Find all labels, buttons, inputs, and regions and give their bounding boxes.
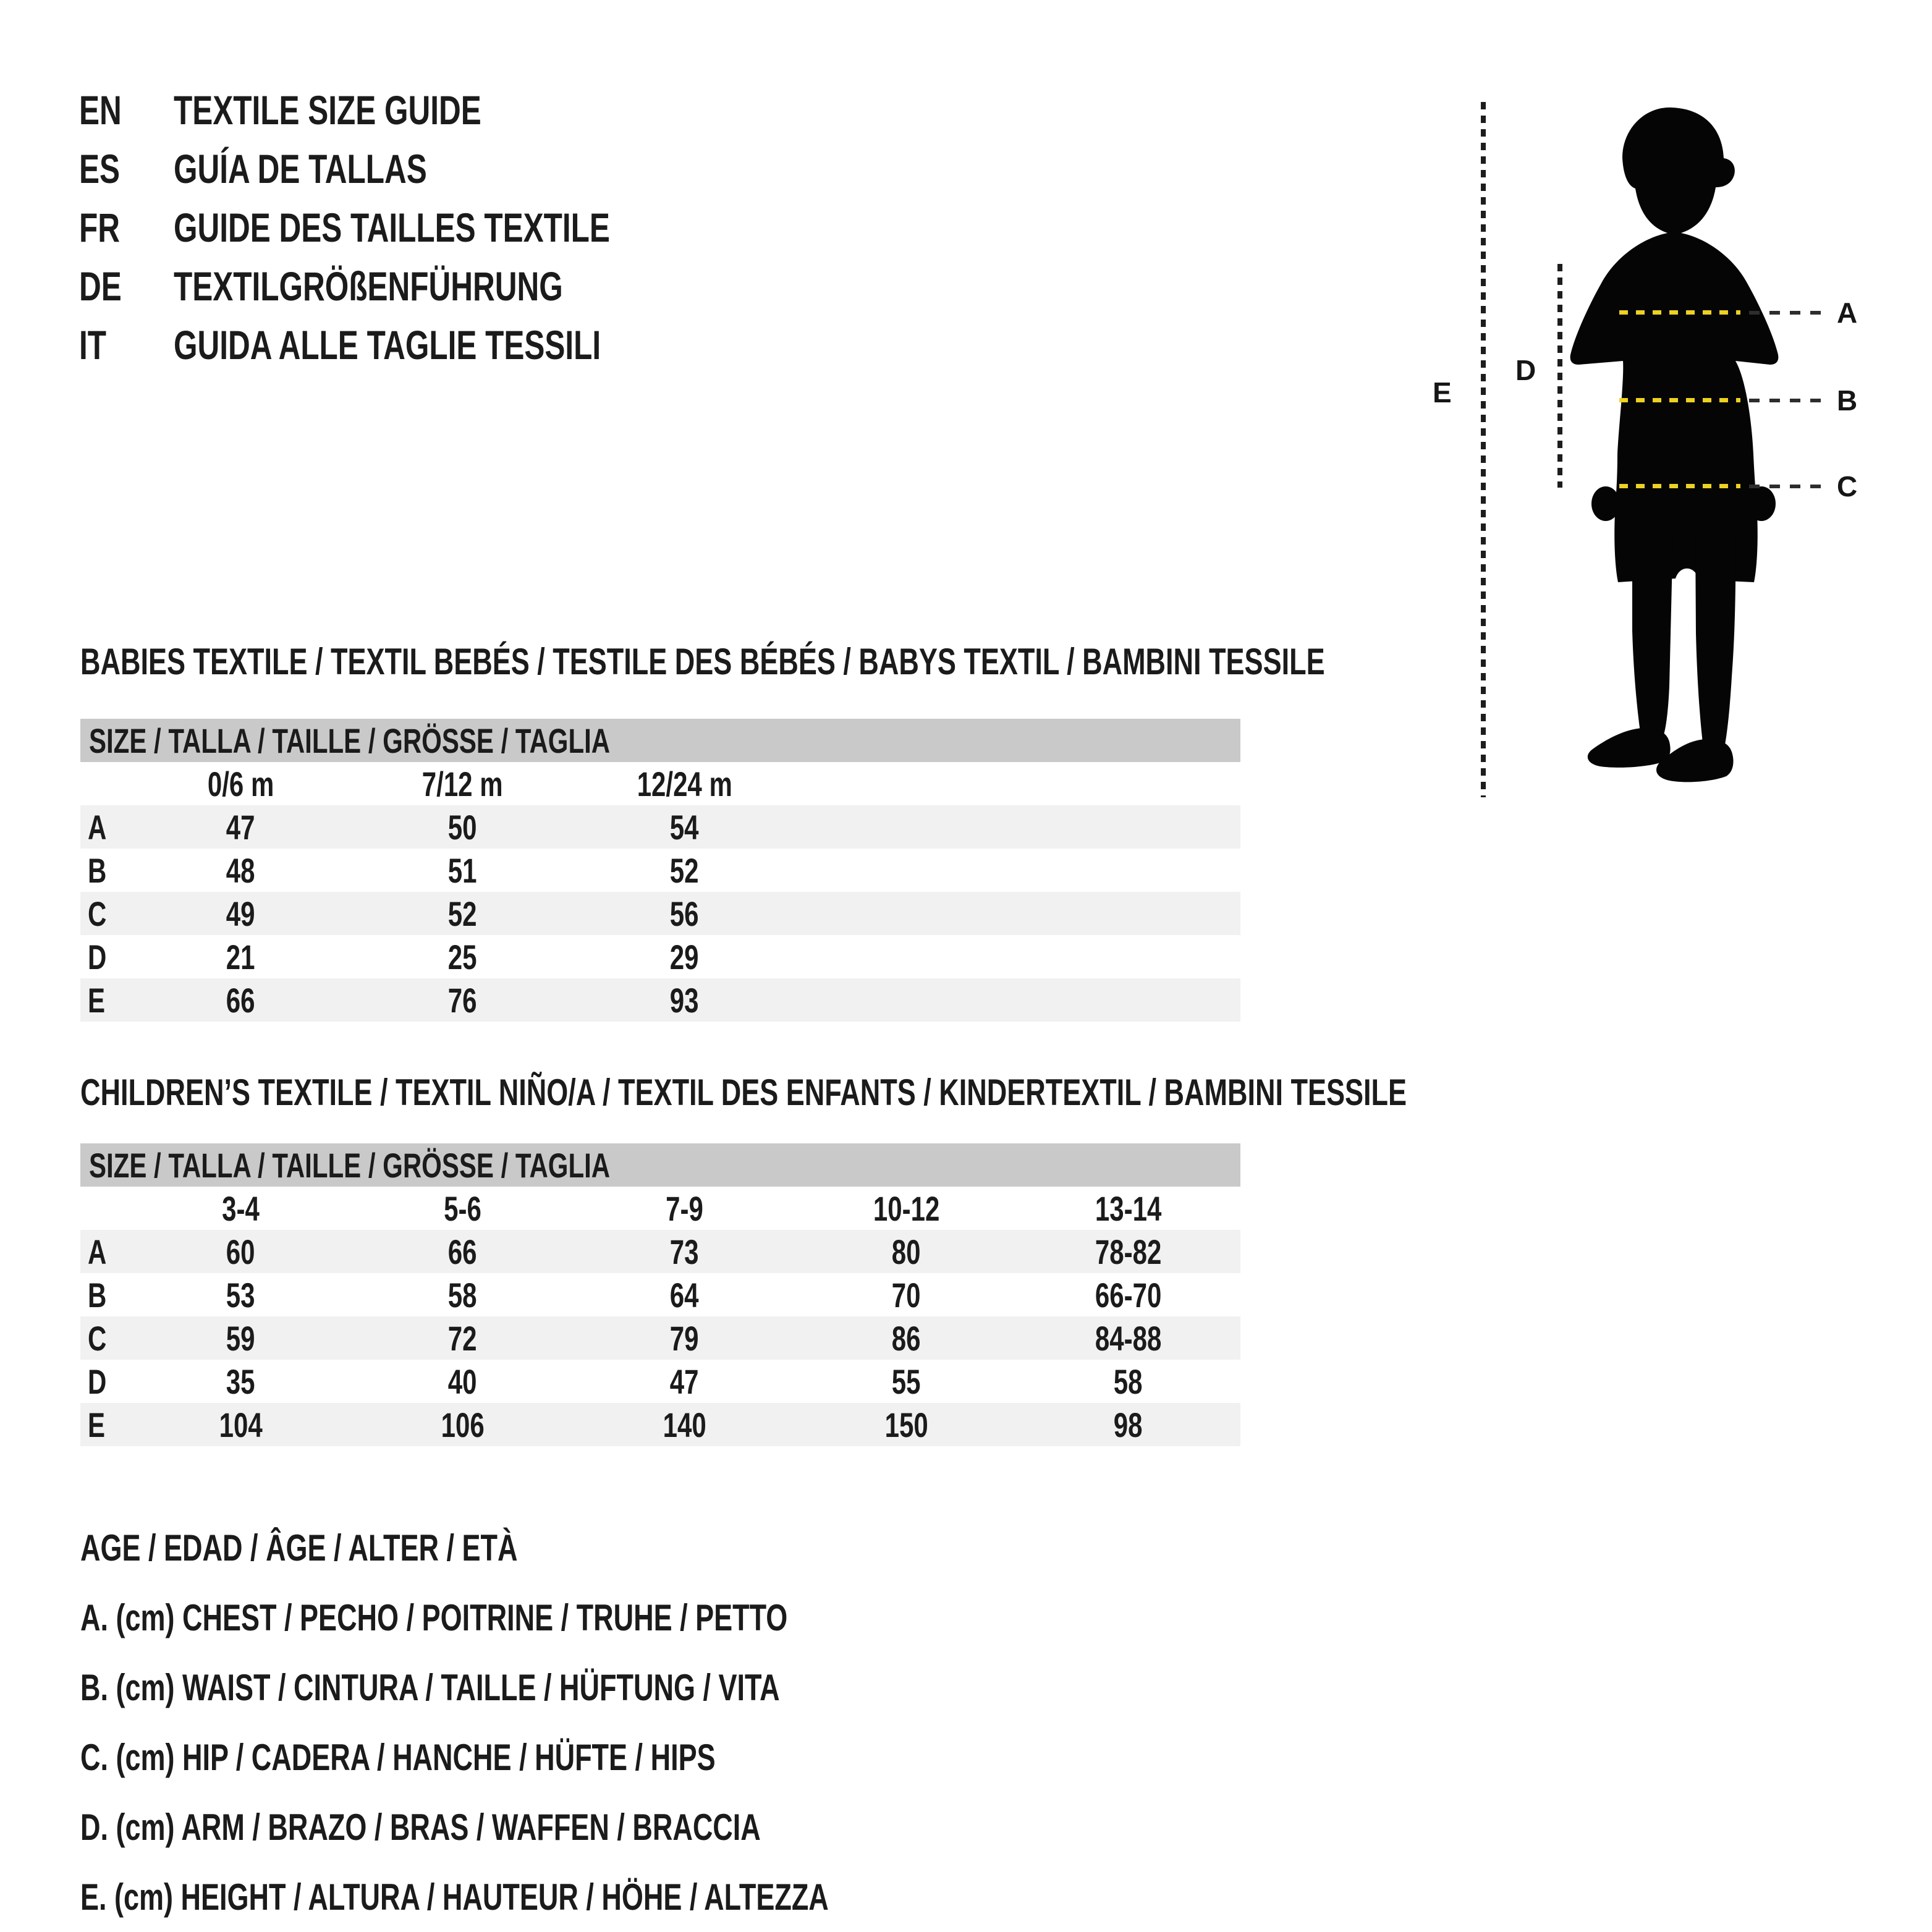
table-cell: 51 bbox=[448, 850, 477, 890]
age-column: 3-4 bbox=[222, 1188, 260, 1228]
silhouette-right-leg bbox=[1695, 532, 1735, 748]
silhouette-left-leg bbox=[1632, 532, 1673, 737]
table-cell: 48 bbox=[226, 850, 255, 890]
table-cell: 98 bbox=[1114, 1405, 1143, 1444]
chest-measure-dash-yellow bbox=[1619, 310, 1740, 315]
table-cell: 64 bbox=[670, 1275, 699, 1315]
table-cell: 50 bbox=[448, 807, 477, 847]
hip-measure-dash-dark bbox=[1749, 485, 1826, 488]
table-cell: 66 bbox=[226, 980, 255, 1020]
arm-measure-line-d bbox=[1557, 264, 1562, 488]
table-row-d bbox=[80, 1360, 1240, 1403]
lang-row-es bbox=[79, 139, 755, 198]
measurement-legend bbox=[80, 1513, 1078, 1932]
table-row-e bbox=[80, 1403, 1240, 1446]
table-cell: 40 bbox=[448, 1362, 477, 1401]
table-cell: 53 bbox=[226, 1275, 255, 1315]
lang-title: GUÍA DE TALLAS bbox=[174, 145, 427, 192]
table-row-a bbox=[80, 1230, 1240, 1273]
babies-section-title: BABIES TEXTILE / TEXTIL BEBÉS / TESTILE DES BÉBÉS / BABYS TEXTIL / BAMBINI TESSILE bbox=[80, 641, 1325, 682]
lang-title: GUIDE DES TAILLES TEXTILE bbox=[174, 204, 610, 250]
size-header-bar: SIZE / TALLA / TAILLE / GRÖSSE / TAGLIA bbox=[80, 719, 1240, 762]
table-cell: 70 bbox=[892, 1275, 921, 1315]
legend-hip: C. (cm) HIP / CADERA / HANCHE / HÜFTE / HIPS bbox=[80, 1737, 716, 1778]
legend-height: E. (cm) HEIGHT / ALTURA / HAUTEUR / HÖHE / ALTEZZA bbox=[80, 1876, 829, 1918]
table-cell: 35 bbox=[226, 1362, 255, 1401]
lang-title: TEXTILE SIZE GUIDE bbox=[174, 87, 481, 133]
legend-chest: A. (cm) CHEST / PECHO / POITRINE / TRUHE / PETTO bbox=[80, 1597, 788, 1638]
legend-age: AGE / EDAD / ÂGE / ALTER / ETÀ bbox=[80, 1527, 518, 1569]
table-cell: 66-70 bbox=[1095, 1275, 1162, 1315]
lang-title: GUIDA ALLE TAGLIE TESSILI bbox=[174, 321, 601, 368]
table-row-c bbox=[80, 1316, 1240, 1360]
table-cell: 104 bbox=[219, 1405, 263, 1444]
row-label: A bbox=[88, 807, 107, 847]
row-label: C bbox=[88, 894, 107, 933]
table-row-d bbox=[80, 935, 1240, 978]
table-cell: 58 bbox=[1114, 1362, 1143, 1401]
silhouette-left-shoe bbox=[1588, 728, 1671, 768]
silhouette-right-hand bbox=[1747, 486, 1776, 521]
table-cell: 80 bbox=[892, 1232, 921, 1271]
table-row-b bbox=[80, 849, 1240, 892]
measure-label-d: D bbox=[1515, 354, 1536, 386]
measure-label-c: C bbox=[1837, 470, 1858, 502]
chest-measure-dash-dark bbox=[1749, 311, 1826, 315]
row-label: A bbox=[88, 1232, 107, 1271]
table-cell: 25 bbox=[448, 937, 477, 977]
row-label: E bbox=[88, 1405, 106, 1444]
age-column: 13-14 bbox=[1095, 1188, 1162, 1228]
table-cell: 106 bbox=[441, 1405, 485, 1444]
table-cell: 60 bbox=[226, 1232, 255, 1271]
table-cell: 76 bbox=[448, 980, 477, 1020]
table-cell: 52 bbox=[670, 850, 699, 890]
measure-label-e: E bbox=[1433, 376, 1452, 409]
age-column: 12/24 m bbox=[637, 764, 732, 803]
age-column: 10-12 bbox=[873, 1188, 940, 1228]
row-label: E bbox=[88, 980, 106, 1020]
table-row-b bbox=[80, 1273, 1240, 1316]
row-label: B bbox=[88, 850, 107, 890]
lang-code: DE bbox=[79, 263, 122, 309]
table-cell: 66 bbox=[448, 1232, 477, 1271]
children-section-title: CHILDREN’S TEXTILE / TEXTIL NIÑO/A / TEXTIL DES ENFANTS / KINDERTEXTIL / BAMBINI TESSILE bbox=[80, 1072, 1407, 1113]
table-cell: 79 bbox=[670, 1318, 699, 1358]
children-size-table bbox=[80, 1143, 1240, 1446]
table-cell: 54 bbox=[670, 807, 699, 847]
lang-title: TEXTILGRÖßENFÜHRUNG bbox=[174, 263, 563, 309]
table-row-c bbox=[80, 892, 1240, 935]
table-cell: 93 bbox=[670, 980, 699, 1020]
row-label: D bbox=[88, 937, 107, 977]
table-cell: 84-88 bbox=[1095, 1318, 1162, 1358]
silhouette-left-hand bbox=[1591, 486, 1620, 521]
legend-waist: B. (cm) WAIST / CINTURA / TAILLE / HÜFTUNG / VITA bbox=[80, 1667, 780, 1708]
lang-code: FR bbox=[79, 204, 120, 250]
row-label: C bbox=[88, 1318, 107, 1358]
table-cell: 78-82 bbox=[1095, 1232, 1162, 1271]
age-column: 0/6 m bbox=[207, 764, 274, 803]
age-columns-row bbox=[80, 1187, 1240, 1230]
measure-label-a: A bbox=[1837, 297, 1858, 329]
child-silhouette-graphic bbox=[1548, 105, 1805, 791]
table-cell: 55 bbox=[892, 1362, 921, 1401]
legend-arm: D. (cm) ARM / BRAZO / BRAS / WAFFEN / BRACCIA bbox=[80, 1807, 761, 1848]
hip-measure-dash-yellow bbox=[1619, 484, 1740, 488]
table-cell: 47 bbox=[670, 1362, 699, 1401]
age-column: 5-6 bbox=[444, 1188, 481, 1228]
table-cell: 21 bbox=[226, 937, 255, 977]
table-cell: 73 bbox=[670, 1232, 699, 1271]
table-cell: 29 bbox=[670, 937, 699, 977]
waist-measure-dash-yellow bbox=[1619, 398, 1740, 402]
table-cell: 86 bbox=[892, 1318, 921, 1358]
lang-row-en bbox=[79, 80, 755, 139]
row-label: B bbox=[88, 1275, 107, 1315]
table-cell: 49 bbox=[226, 894, 255, 933]
measure-label-b: B bbox=[1837, 384, 1858, 417]
lang-row-it bbox=[79, 315, 755, 374]
row-label: D bbox=[88, 1362, 107, 1401]
table-cell: 58 bbox=[448, 1275, 477, 1315]
table-cell: 140 bbox=[663, 1405, 706, 1444]
lang-row-fr bbox=[79, 198, 755, 256]
table-cell: 56 bbox=[670, 894, 699, 933]
lang-code: ES bbox=[79, 145, 121, 192]
age-column: 7/12 m bbox=[422, 764, 503, 803]
table-row-a bbox=[80, 805, 1240, 849]
lang-code: EN bbox=[79, 87, 122, 133]
table-cell: 47 bbox=[226, 807, 255, 847]
lang-row-de bbox=[79, 256, 755, 315]
height-measure-line-e bbox=[1481, 102, 1486, 797]
table-cell: 150 bbox=[884, 1405, 928, 1444]
table-cell: 52 bbox=[448, 894, 477, 933]
table-cell: 59 bbox=[226, 1318, 255, 1358]
table-cell: 72 bbox=[448, 1318, 477, 1358]
age-columns-row bbox=[80, 762, 1240, 805]
babies-size-table bbox=[80, 719, 1240, 1022]
language-header bbox=[79, 80, 755, 374]
age-column: 7-9 bbox=[666, 1188, 703, 1228]
waist-measure-dash-dark bbox=[1749, 399, 1826, 402]
table-row-e bbox=[80, 978, 1240, 1022]
lang-code: IT bbox=[79, 321, 106, 368]
size-header-bar: SIZE / TALLA / TAILLE / GRÖSSE / TAGLIA bbox=[80, 1143, 1240, 1187]
